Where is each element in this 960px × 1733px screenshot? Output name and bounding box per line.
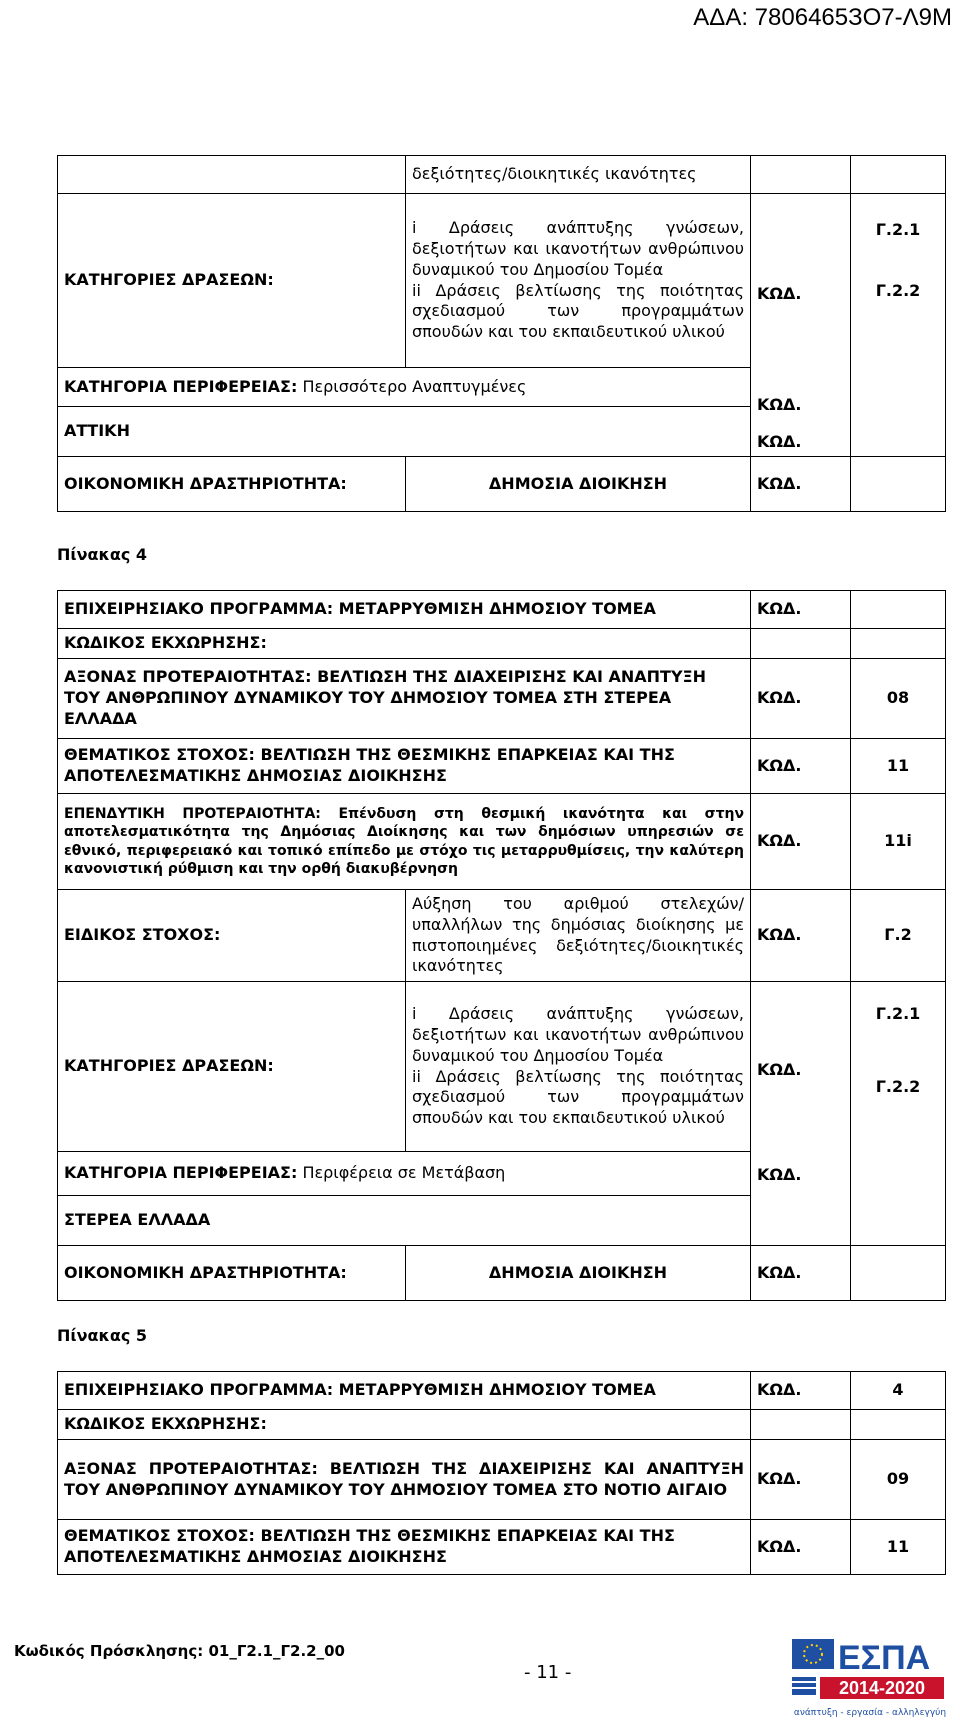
espa-logo — [790, 1637, 948, 1729]
investment-priority-code: 11i — [851, 794, 946, 890]
action-code-1: Γ.2.1 — [875, 1004, 921, 1024]
kod-label: ΚΩΔ. — [751, 1246, 851, 1301]
empty-cell — [851, 591, 946, 629]
action-2: ii Δράσεις βελτίωσης της ποιότητας σχεδιασμού των προγραμμάτων σπουδών και του εκπαιδευτικού υλικού — [412, 1066, 744, 1128]
thematic-goal: ΘΕΜΑΤΙΚΟΣ ΣΤΟΧΟΣ: ΒΕΛΤΙΩΣΗ ΤΗΣ ΘΕΣΜΙΚΗΣ ΕΠΑΡΚΕΙΑΣ ΚΑΙ ΤΗΣ ΑΠΟΤΕΛΕΣΜΑΤΙΚΗΣ ΔΗΜΟΣΙΑΣ ΔΙΟΙΚΗΣΗΣ — [58, 1520, 751, 1575]
thematic-goal: ΘΕΜΑΤΙΚΟΣ ΣΤΟΧΟΣ: ΒΕΛΤΙΩΣΗ ΤΗΣ ΘΕΣΜΙΚΗΣ ΕΠΑΡΚΕΙΑΣ ΚΑΙ ΤΗΣ ΑΠΟΤΕΛΕΣΜΑΤΙΚΗΣ ΔΗΜΟΣΙΑΣ ΔΙΟΙΚΗΣΗΣ — [58, 739, 751, 794]
kod-label: ΚΩΔ. — [751, 1440, 851, 1520]
op-program-code: 4 — [851, 1372, 946, 1410]
empty-cell — [851, 629, 946, 659]
greek-flag-icon — [792, 1677, 816, 1695]
specific-goal-code: Γ.2 — [851, 890, 946, 982]
kod-label: ΚΩΔ. — [751, 794, 851, 890]
table-5-title: Πίνακας 5 — [57, 1326, 148, 1345]
code-column — [851, 194, 946, 457]
kod-label: ΚΩΔ. — [757, 1164, 802, 1184]
actions-cell — [406, 982, 751, 1152]
allocation-code: ΚΩΔΙΚΟΣ ΕΚΧΩΡΗΣΗΣ: — [58, 629, 751, 659]
specific-goal-label: ΕΙΔΙΚΟΣ ΣΤΟΧΟΣ: — [58, 890, 406, 982]
region-name: ΣΤΕΡΕΑ ΕΛΛΑΔΑ — [58, 1196, 751, 1246]
action-2: ii Δράσεις βελτίωσης της ποιότητας σχεδιασμού των προγραμμάτων σπουδών και του εκπαιδευτικού υλικού — [412, 280, 744, 342]
kod-label: ΚΩΔ. — [751, 591, 851, 629]
kod-column — [751, 194, 851, 457]
table-4-title: Πίνακας 4 — [57, 545, 148, 564]
kod-label: ΚΩΔ. — [757, 431, 802, 451]
region-name: ΑΤΤΙΚΗ — [58, 406, 751, 457]
priority-axis-code: 08 — [851, 659, 946, 739]
logo-tagline: ανάπτυξη - εργασία - αλληλεγγύη — [793, 1708, 947, 1718]
call-code: Κωδικός Πρόσκλησης: 01_Γ2.1_Γ2.2_00 — [14, 1642, 345, 1660]
kod-label: ΚΩΔ. — [757, 394, 802, 414]
region-category-value: Περιφέρεια σε Μετάβαση — [302, 1163, 506, 1183]
econ-value: ΔΗΜΟΣΙΑ ΔΙΟΙΚΗΣΗ — [406, 1246, 751, 1301]
eu-flag-icon — [792, 1639, 834, 1669]
kod-label: ΚΩΔ. — [751, 659, 851, 739]
kod-label: ΚΩΔ. — [751, 739, 851, 794]
action-1: i Δράσεις ανάπτυξης γνώσεων, δεξιοτήτων και ικανοτήτων ανθρώπινου δυναμικού του Δημοσίου Τομέα — [412, 218, 744, 279]
thematic-goal-code: 11 — [851, 1520, 946, 1575]
kod-label: ΚΩΔ. — [757, 284, 802, 303]
kod-label: ΚΩΔ. — [757, 1060, 802, 1080]
action-1: i Δράσεις ανάπτυξης γνώσεων, δεξιοτήτων και ικανοτήτων ανθρώπινου δυναμικού του Δημοσίου Τομέα — [412, 1004, 744, 1065]
region-category-label: ΚΑΤΗΓΟΡΙΑ ΠΕΡΙΦΕΡΕΙΑΣ: — [64, 376, 298, 396]
region-category-row — [58, 368, 751, 406]
investment-priority-label: ΕΠΕΝΔΥΤΙΚΗ ΠΡΟΤΕΡΑΙΟΤΗΤΑ: — [64, 806, 321, 823]
investment-priority-text: Επένδυση στη θεσμική ικανότητα και στην αποτελεσματικότητα της Δημόσιας Διοίκησης και των δημόσιων υπηρεσιών σε εθνικό, περιφερειακό και τοπικό επίπεδο με στόχο τις μεταρρυθμίσεις, την καλύτερη κανονιστική ρύθμιση και την ορθή διακυβέρνηση — [64, 806, 745, 877]
empty-cell — [751, 629, 851, 659]
investment-priority — [58, 794, 751, 890]
priority-axis: ΑΞΟΝΑΣ ΠΡΟΤΕΡΑΙΟΤΗΤΑΣ: ΒΕΛΤΙΩΣΗ ΤΗΣ ΔΙΑΧΕΙΡΙΣΗΣ ΚΑΙ ΑΝΑΠΤΥΞΗ ΤΟΥ ΑΝΘΡΩΠΙΝΟΥ ΔΥΝΑΜΙΚΟΥ ΤΟΥ ΔΗΜΟΣΙΟΥ ΤΟΜΕΑ ΣΤΗ ΣΤΕΡΕΑ ΕΛΛΑΔΑ — [58, 659, 751, 739]
region-category-label: ΚΑΤΗΓΟΡΙΑ ΠΕΡΙΦΕΡΕΙΑΣ: — [64, 1163, 298, 1183]
thematic-goal-code: 11 — [851, 739, 946, 794]
empty-cell — [851, 156, 946, 194]
kod-label: ΚΩΔ. — [751, 1520, 851, 1575]
econ-value: ΔΗΜΟΣΙΑ ΔΙΟΙΚΗΣΗ — [406, 457, 751, 512]
cont-text: δεξιότητες/διοικητικές ικανότητες — [406, 156, 751, 194]
econ-label: ΟΙΚΟΝΟΜΙΚΗ ΔΡΑΣΤΗΡΙΟΤΗΤΑ: — [58, 457, 406, 512]
actions-label: ΚΑΤΗΓΟΡΙΕΣ ΔΡΑΣΕΩΝ: — [58, 194, 406, 368]
allocation-code: ΚΩΔΙΚΟΣ ΕΚΧΩΡΗΣΗΣ: — [58, 1410, 751, 1440]
region-category-row — [58, 1152, 751, 1196]
table-5 — [57, 1371, 946, 1575]
action-code-2: Γ.2.2 — [875, 280, 921, 300]
op-program: ΕΠΙΧΕΙΡΗΣΙΑΚΟ ΠΡΟΓΡΑΜΜΑ: ΜΕΤΑΡΡΥΘΜΙΣΗ ΔΗΜΟΣΙΟΥ ΤΟΜΕΑ — [58, 591, 751, 629]
page-number: - 11 - — [524, 1662, 572, 1683]
op-program: ΕΠΙΧΕΙΡΗΣΙΑΚΟ ΠΡΟΓΡΑΜΜΑ: ΜΕΤΑΡΡΥΘΜΙΣΗ ΔΗΜΟΣΙΟΥ ΤΟΜΕΑ — [58, 1372, 751, 1410]
empty-cell — [851, 457, 946, 512]
kod-column — [751, 982, 851, 1246]
logo-years-text: 2014-2020 — [838, 1678, 926, 1698]
region-category-value: Περισσότερο Αναπτυγμένες — [302, 376, 527, 396]
kod-label: ΚΩΔ. — [751, 1372, 851, 1410]
specific-goal-text: Αύξηση του αριθμού στελεχών/υπαλλήλων της δημόσιας διοίκησης με πιστοποιημένες δεξιότητες/διοικητικές ικανότητες — [406, 890, 751, 982]
code-column — [851, 982, 946, 1246]
logo-main-text: ΕΣΠΑ — [838, 1639, 931, 1677]
action-code-1: Γ.2.1 — [875, 220, 921, 239]
actions-label: ΚΑΤΗΓΟΡΙΕΣ ΔΡΑΣΕΩΝ: — [58, 982, 406, 1152]
ada-code: ΑΔΑ: 7806465ЗΟ7-Λ9Μ — [693, 4, 952, 31]
empty-cell — [851, 1246, 946, 1301]
kod-label: ΚΩΔ. — [751, 890, 851, 982]
empty-cell — [58, 156, 406, 194]
table-4 — [57, 590, 946, 1301]
priority-axis: ΑΞΟΝΑΣ ΠΡΟΤΕΡΑΙΟΤΗΤΑΣ: ΒΕΛΤΙΩΣΗ ΤΗΣ ΔΙΑΧΕΙΡΙΣΗΣ ΚΑΙ ΑΝΑΠΤΥΞΗ ΤΟΥ ΑΝΘΡΩΠΙΝΟΥ ΔΥΝΑΜΙΚΟΥ ΤΟΥ ΔΗΜΟΣΙΟΥ ΤΟΜΕΑ ΣΤΟ ΝΟΤΙΟ ΑΙΓΑΙΟ — [58, 1440, 751, 1520]
table-continuation — [57, 155, 946, 512]
empty-cell — [851, 1410, 946, 1440]
espa-logo-graphic — [790, 1637, 948, 1729]
action-code-2: Γ.2.2 — [875, 1076, 921, 1096]
actions-cell — [406, 194, 751, 368]
empty-cell — [751, 1410, 851, 1440]
kod-label: ΚΩΔ. — [751, 457, 851, 512]
priority-axis-code: 09 — [851, 1440, 946, 1520]
econ-label: ΟΙΚΟΝΟΜΙΚΗ ΔΡΑΣΤΗΡΙΟΤΗΤΑ: — [58, 1246, 406, 1301]
empty-cell — [751, 156, 851, 194]
